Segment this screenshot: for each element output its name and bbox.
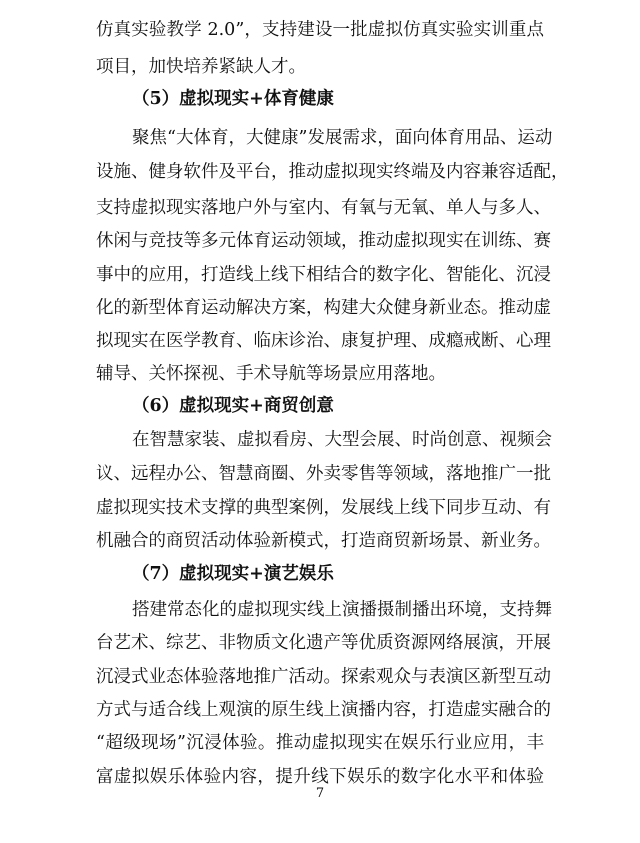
paragraph-line: 拟现实在医学教育、临床诊治、康复护理、成瘾戒断、心理 <box>96 331 551 351</box>
paragraph-line: 机融合的商贸活动体验新模式，打造商贸新场景、新业务。 <box>96 531 551 551</box>
paragraph-line: 富虚拟娱乐体验内容，提升线下娱乐的数字化水平和体验 <box>96 767 544 787</box>
section-heading: （7）虚拟现实+演艺娱乐 <box>132 564 334 584</box>
paragraph-line: 台艺术、综艺、非物质文化遗产等优质资源网络展演，开展 <box>96 633 551 653</box>
paragraph-line: 设施、健身软件及平台，推动虚拟现实终端及内容兼容适配， <box>96 162 569 182</box>
paragraph-line: 项目，加快培养紧缺人才。 <box>96 57 306 77</box>
paragraph-line: 聚焦“大体育，大健康”发展需求，面向体育用品、运动 <box>132 128 553 148</box>
paragraph-line: 方式与适合线上观演的原生线上演播内容，打造虚实融合的 <box>96 700 551 720</box>
paragraph-line: 辅导、关怀探视、手术导航等场景应用落地。 <box>96 364 446 384</box>
page-number: 7 <box>315 786 325 801</box>
paragraph-line: “超级现场”沉浸体验。推动虚拟现实在娱乐行业应用，丰 <box>96 733 544 753</box>
paragraph-line: 休闲与竞技等多元体育运动领域，推动虚拟现实在训练、赛 <box>96 231 551 251</box>
paragraph-line: 议、远程办公、智慧商圈、外卖零售等领域，落地推广一批 <box>96 464 551 484</box>
paragraph-line: 搭建常态化的虚拟现实线上演播摄制播出环境，支持舞 <box>132 600 552 620</box>
paragraph-line: 事中的应用，打造线上线下相结合的数字化、智能化、沉浸 <box>96 265 551 285</box>
section-heading: （5）虚拟现实+体育健康 <box>132 89 334 109</box>
paragraph-line: 支持虚拟现实落地户外与室内、有氧与无氧、单人与多人、 <box>96 198 551 218</box>
section-heading: （6）虚拟现实+商贸创意 <box>132 396 334 416</box>
paragraph-line: 仿真实验教学 2.0”，支持建设一批虚拟仿真实验实训重点 <box>96 20 544 40</box>
paragraph-line: 沉浸式业态体验落地推广活动。探索观众与表演区新型互动 <box>96 667 551 687</box>
paragraph-line: 虚拟现实技术支撑的典型案例，发展线上线下同步互动、有 <box>96 498 551 518</box>
paragraph-line: 在智慧家装、虚拟看房、大型会展、时尚创意、视频会 <box>132 430 552 450</box>
paragraph-line: 化的新型体育运动解决方案，构建大众健身新业态。推动虚 <box>96 298 551 318</box>
